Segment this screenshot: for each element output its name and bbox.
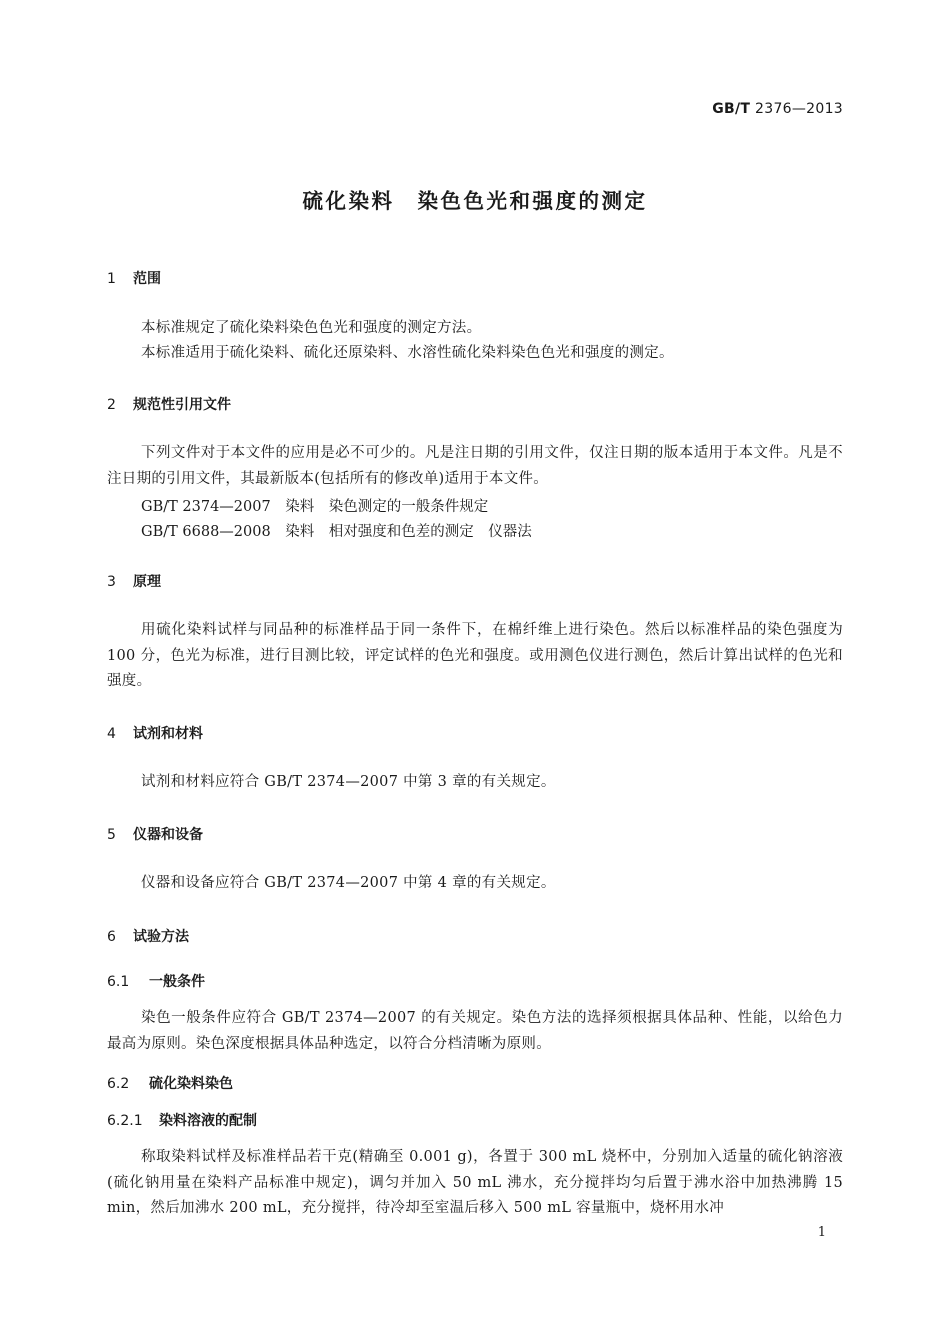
subsection-6-2-1-heading [107,1110,257,1130]
paragraph: 染色一般条件应符合 GB/T 2374—2007 的有关规定。染色方法的选择须根据具体品种、性能，以给色力最高为原则。染色深度根据具体品种选定，以符合分档清晰为原则。 [107,1010,843,1052]
subsection-6-1-heading [107,971,205,991]
normative-reference: GB/T 6688—2008 染料 相对强度和色差的测定 仪器法 [141,524,532,540]
paragraph: 本标准规定了硫化染料染色色光和强度的测定方法。 [141,320,482,336]
section-number: 4 [107,726,116,742]
section-3-heading [107,571,161,591]
subsection-number: 6.2.1 [107,1113,143,1129]
section-number: 2 [107,397,116,413]
paragraph: 称取染料试样及标准样品若干克(精确至 0.001 g)，各置于 300 mL 烧杯中，分别加入适量的硫化钠溶液(硫化钠用量在染料产品标准中规定)，调匀并加入 50 mL 沸水，充分搅拌均匀后置于沸水浴中加热沸腾 15 min，然后加沸水 200 mL，充分搅拌，待冷却至室温后移入 500 mL 容量瓶中，烧杯用水冲 [107,1149,843,1216]
section-5-heading [107,824,203,844]
document-title: 硫化染料 染色色光和强度的测定 [302,189,648,213]
subsection-title: 一般条件 [149,974,205,990]
section-number: 5 [107,827,116,843]
section-4-heading [107,723,203,743]
paragraph: 下列文件对于本文件的应用是必不可少的。凡是注日期的引用文件，仅注日期的版本适用于本文件。凡是不注日期的引用文件，其最新版本(包括所有的修改单)适用于本文件。 [107,445,843,487]
section-6-heading [107,926,189,946]
section-title: 范围 [133,271,161,287]
subsection-number: 6.2 [107,1076,130,1092]
paragraph: 本标准适用于硫化染料、硫化还原染料、水溶性硫化染料染色色光和强度的测定。 [141,345,674,361]
section-title: 规范性引用文件 [133,397,231,413]
subsection-title: 硫化染料染色 [149,1076,233,1092]
standard-number [712,101,843,117]
paragraph: 用硫化染料试样与同品种的标准样品于同一条件下，在棉纤维上进行染色。然后以标准样品的染色强度为 100 分，色光为标准，进行目测比较，评定试样的色光和强度。或用测色仪进行测色，然后计算出试样的色光和强度。 [107,622,843,689]
section-title: 试剂和材料 [133,726,203,742]
standard-code: GB/T [712,101,751,117]
paragraph: 试剂和材料应符合 GB/T 2374—2007 中第 3 章的有关规定。 [141,774,556,790]
section-number: 1 [107,271,116,287]
section-title: 试验方法 [133,929,189,945]
subsection-6-2-heading [107,1073,233,1093]
subsection-title: 染料溶液的配制 [159,1113,257,1129]
standard-year: 2376—2013 [755,101,843,117]
page-number: 1 [817,1225,826,1240]
section-2-heading [107,394,231,414]
section-1-heading [107,268,161,288]
paragraph: 仪器和设备应符合 GB/T 2374—2007 中第 4 章的有关规定。 [141,875,556,891]
section-number: 3 [107,574,116,590]
section-title: 仪器和设备 [133,827,203,843]
subsection-number: 6.1 [107,974,130,990]
section-number: 6 [107,929,116,945]
section-title: 原理 [133,574,161,590]
normative-reference: GB/T 2374—2007 染料 染色测定的一般条件规定 [141,499,489,515]
